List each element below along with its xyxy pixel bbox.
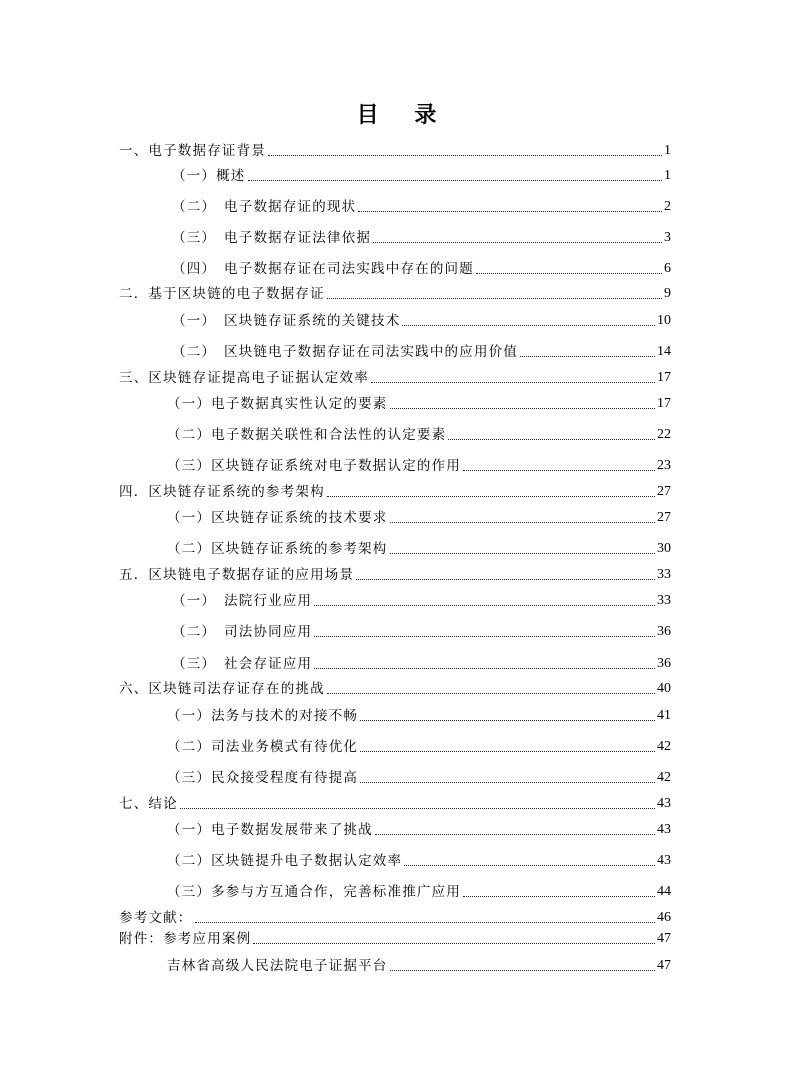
toc-entry-text: （二） 区块链电子数据存证在司法实践中的应用价值 <box>172 344 519 360</box>
dot-leader <box>253 943 655 944</box>
toc-entry-2-2[interactable] <box>172 340 671 360</box>
toc-entry-appendix[interactable] <box>119 927 671 947</box>
toc-entry-text: 四．区块链存证系统的参考架构 <box>119 484 325 500</box>
toc-entry-text: （二） 司法协同应用 <box>172 624 313 640</box>
toc-page-number: 2 <box>664 199 671 214</box>
toc-entry-7-2[interactable] <box>167 849 671 869</box>
dot-leader <box>390 408 656 409</box>
dot-leader <box>448 439 655 440</box>
toc-entry-text: （三）区块链存证系统对电子数据认定的作用 <box>167 458 461 474</box>
dot-leader <box>314 668 655 669</box>
toc-page-number: 23 <box>657 458 671 473</box>
toc-page-number: 42 <box>657 770 671 785</box>
toc-entry-text: 六、区块链司法存证存在的挑战 <box>119 681 325 697</box>
dot-leader <box>360 751 655 752</box>
toc-entry-6-3[interactable] <box>167 766 671 786</box>
toc-page-number: 43 <box>657 796 671 811</box>
dot-leader <box>463 470 655 471</box>
toc-page-number: 22 <box>657 427 671 442</box>
toc-entry-6-1[interactable] <box>167 704 671 724</box>
toc-entry-text: （一） 法院行业应用 <box>172 593 313 609</box>
toc-entry-1-3[interactable] <box>172 226 671 246</box>
toc-page-number: 43 <box>657 853 671 868</box>
dot-leader <box>327 693 655 694</box>
toc-entry-text: （一）电子数据真实性认定的要素 <box>167 396 388 412</box>
toc-entry-text: （二）区块链提升电子数据认定效率 <box>167 853 403 869</box>
toc-page-number: 42 <box>657 739 671 754</box>
toc-entry-7-3[interactable] <box>167 880 671 900</box>
toc-entry-text: 七、结论 <box>119 796 178 812</box>
dot-leader <box>375 834 655 835</box>
toc-entry-4-1[interactable] <box>167 506 671 526</box>
toc-page-number: 33 <box>657 593 671 608</box>
toc-entry-5-1[interactable] <box>172 589 671 609</box>
toc-entry-text: 一、电子数据存证背景 <box>119 143 266 159</box>
dot-leader <box>463 896 655 897</box>
toc-entry-text: （一）区块链存证系统的技术要求 <box>167 510 388 526</box>
dot-leader <box>327 298 662 299</box>
toc-entry-text: （一）概述 <box>172 168 246 184</box>
toc-entry-4[interactable] <box>119 480 671 500</box>
toc-entry-1-4[interactable] <box>172 257 671 277</box>
toc-entry-text: 附件：参考应用案例 <box>119 931 252 947</box>
toc-entry-text: 五．区块链电子数据存证的应用场景 <box>119 567 355 583</box>
toc-entry-5[interactable] <box>119 563 671 583</box>
toc-page-number: 43 <box>657 822 671 837</box>
toc-entry-text: （三）民众接受程度有待提高 <box>167 770 359 786</box>
toc-page-number: 6 <box>664 261 671 276</box>
toc-page-number: 27 <box>657 484 671 499</box>
dot-leader <box>180 808 655 809</box>
dot-leader <box>390 522 656 523</box>
toc-page-number: 17 <box>657 396 671 411</box>
dot-leader <box>404 865 655 866</box>
dot-leader <box>358 211 662 212</box>
toc-entry-text: 参考文献： <box>119 910 193 926</box>
toc-entry-appendix-1[interactable] <box>167 954 671 974</box>
dot-leader <box>371 382 655 383</box>
toc-entry-text: 三、区块链存证提高电子证据认定效率 <box>119 370 369 386</box>
toc-page-number: 9 <box>664 286 671 301</box>
dot-leader <box>314 636 655 637</box>
toc-entry-text: （二）区块链存证系统的参考架构 <box>167 541 388 557</box>
toc-entry-text: （一） 区块链存证系统的关键技术 <box>172 313 401 329</box>
toc-entry-4-2[interactable] <box>167 537 671 557</box>
dot-leader <box>248 180 663 181</box>
dot-leader <box>360 782 655 783</box>
toc-entry-2-1[interactable] <box>172 309 671 329</box>
toc-entry-3-1[interactable] <box>167 392 671 412</box>
toc-entry-text: （二）电子数据关联性和合法性的认定要素 <box>167 427 447 443</box>
toc-page-number: 40 <box>657 681 671 696</box>
toc-page-number: 1 <box>664 168 671 183</box>
toc-entry-5-3[interactable] <box>172 652 671 672</box>
toc-page-number: 30 <box>657 541 671 556</box>
toc-page-number: 14 <box>657 344 671 359</box>
toc-entry-text: （三）多参与方互通合作，完善标准推广应用 <box>167 884 461 900</box>
toc-page-number: 1 <box>664 143 671 158</box>
dot-leader <box>314 605 655 606</box>
toc-entry-text: （三） 社会存证应用 <box>172 656 313 672</box>
toc-page-number: 17 <box>657 370 671 385</box>
toc-entry-7[interactable] <box>119 792 671 812</box>
toc-title: 目 录 <box>356 103 451 128</box>
toc-entry-1-1[interactable] <box>172 164 671 184</box>
toc-entry-3-2[interactable] <box>167 423 671 443</box>
toc-entry-1[interactable] <box>119 139 671 159</box>
toc-page-number: 27 <box>657 510 671 525</box>
toc-page-number: 33 <box>657 567 671 582</box>
toc-entry-6[interactable] <box>119 677 671 697</box>
toc-entry-3-3[interactable] <box>167 454 671 474</box>
dot-leader <box>402 325 655 326</box>
toc-entry-text: （二） 电子数据存证的现状 <box>172 199 357 215</box>
toc-entry-references[interactable] <box>119 906 671 926</box>
dot-leader <box>390 553 656 554</box>
toc-entry-text: （二）司法业务模式有待优化 <box>167 739 359 755</box>
dot-leader <box>520 356 655 357</box>
dot-leader <box>476 273 662 274</box>
dot-leader <box>268 155 662 156</box>
dot-leader <box>373 242 662 243</box>
toc-entry-2[interactable] <box>119 282 671 302</box>
dot-leader <box>360 720 655 721</box>
toc-entry-3[interactable] <box>119 366 671 386</box>
toc-page-number: 10 <box>657 313 671 328</box>
dot-leader <box>356 579 655 580</box>
toc-entry-7-1[interactable] <box>167 818 671 838</box>
toc-entry-text: 二．基于区块链的电子数据存证 <box>119 286 325 302</box>
toc-page-number: 41 <box>657 708 671 723</box>
toc-page-number: 47 <box>657 958 671 973</box>
toc-entry-text: 吉林省高级人民法院电子证据平台 <box>167 958 388 974</box>
toc-page-number: 3 <box>664 230 671 245</box>
toc-page-number: 46 <box>657 910 671 925</box>
toc-entry-5-2[interactable] <box>172 620 671 640</box>
toc-entry-text: （三） 电子数据存证法律依据 <box>172 230 372 246</box>
dot-leader <box>390 970 656 971</box>
toc-page-number: 36 <box>657 656 671 671</box>
toc-entry-text: （一）法务与技术的对接不畅 <box>167 708 359 724</box>
toc-entry-text: （一）电子数据发展带来了挑战 <box>167 822 373 838</box>
toc-entry-text: （四） 电子数据存证在司法实践中存在的问题 <box>172 261 474 277</box>
toc-page-number: 47 <box>657 931 671 946</box>
toc-page-number: 36 <box>657 624 671 639</box>
dot-leader <box>327 496 655 497</box>
toc-page-number: 44 <box>657 884 671 899</box>
toc-entry-1-2[interactable] <box>172 195 671 215</box>
toc-entry-6-2[interactable] <box>167 735 671 755</box>
dot-leader <box>195 922 656 923</box>
